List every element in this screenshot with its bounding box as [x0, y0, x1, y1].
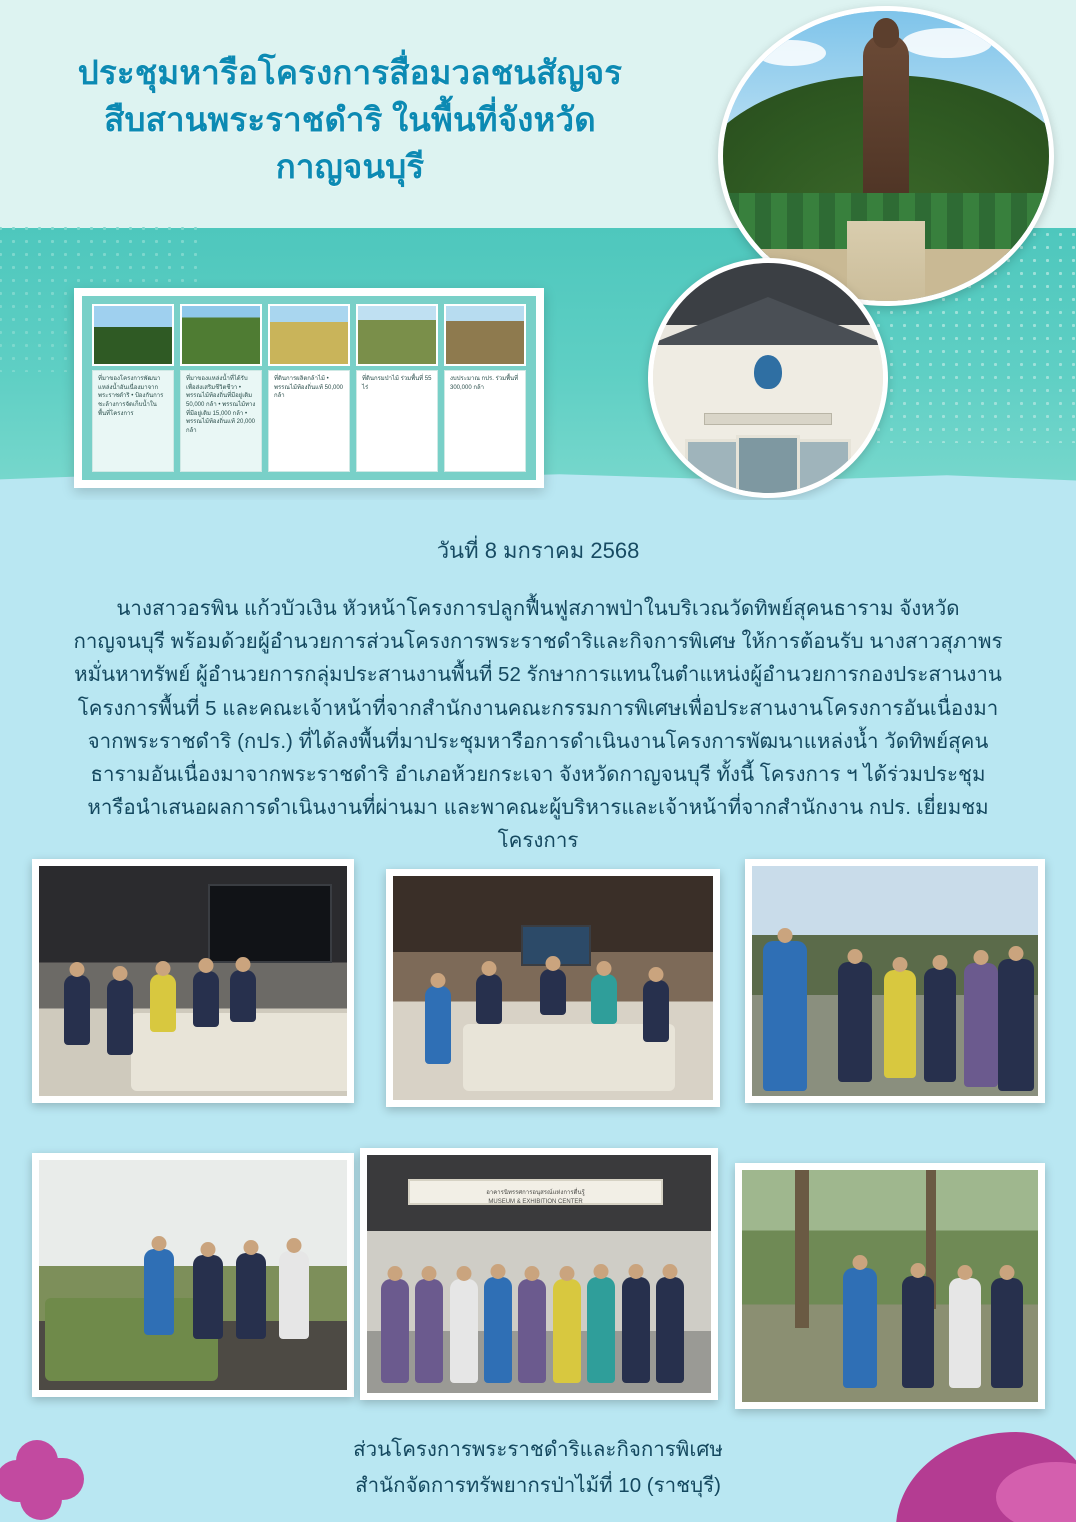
- photo-field-visit-1: [745, 859, 1045, 1103]
- person: [763, 941, 807, 1091]
- person: [107, 979, 133, 1055]
- building-sign-th: อาคารนิทรรศการอนุสรณ์แห่งการตื่นรู้: [486, 1189, 585, 1196]
- title-line-1: ประชุมหารือโครงการสื่อมวลชนสัญจร: [77, 54, 623, 91]
- person: [622, 1277, 650, 1383]
- board-card-text: ที่มาของโครงการพัฒนาแหล่งน้ำอันเนื่องมาจากพระราชดำริ • ป้องกันการชะล้างการจัดเก็บน้ำในพื้นที่โครงการ: [92, 370, 174, 472]
- person: [484, 1277, 512, 1383]
- board-photo: [444, 304, 526, 366]
- person: [415, 1279, 443, 1383]
- statue-figure: [863, 34, 909, 204]
- person: [991, 1278, 1023, 1388]
- photo-group-museum: [360, 1148, 718, 1400]
- person: [230, 970, 256, 1022]
- person: [884, 970, 916, 1078]
- person: [193, 971, 219, 1027]
- person: [518, 1279, 546, 1383]
- person: [236, 1253, 266, 1339]
- presentation-board: [74, 288, 544, 488]
- photo-meeting-room-2: [386, 869, 720, 1107]
- museum-building-photo: [648, 258, 888, 498]
- person: [540, 969, 566, 1015]
- board-photo: [356, 304, 438, 366]
- title-line-3: กาญจนบุรี: [275, 147, 425, 185]
- person: [838, 962, 872, 1082]
- board-column: [268, 304, 350, 472]
- flower-decoration: [0, 1430, 114, 1522]
- board-photo: [180, 304, 262, 366]
- photo-forest-site: [735, 1163, 1045, 1409]
- person: [193, 1255, 223, 1339]
- board-card-text: งบประมาณ กปร. ร่วมพื้นที่ 300,000 กล้า: [444, 370, 526, 472]
- person: [643, 980, 669, 1042]
- person: [964, 963, 998, 1087]
- person: [656, 1277, 684, 1383]
- person: [425, 986, 451, 1064]
- petal: [0, 1460, 38, 1502]
- person: [553, 1279, 581, 1383]
- board-photo: [268, 304, 350, 366]
- board-column: [356, 304, 438, 472]
- building-sign: [704, 413, 833, 425]
- person: [279, 1251, 309, 1339]
- page-title: [0, 50, 700, 191]
- tree-trunk: [795, 1170, 809, 1328]
- board-card-text: ที่ดินกรมป่าไม้ ร่วมพื้นที่ 55 ไร่: [356, 370, 438, 472]
- person: [150, 974, 176, 1032]
- person: [949, 1278, 981, 1388]
- photo-meeting-room-1: [32, 859, 354, 1103]
- board-photo: [92, 304, 174, 366]
- person: [924, 968, 956, 1082]
- board-column: [444, 304, 526, 472]
- person: [450, 1279, 478, 1383]
- building-sign-en: MUSEUM & EXHIBITION CENTER: [488, 1199, 583, 1205]
- person: [998, 959, 1034, 1091]
- person: [144, 1249, 174, 1335]
- board-inner: [82, 296, 536, 480]
- building-sign-en-wrap: [456, 1195, 614, 1209]
- body-paragraph: นางสาวอรพิน แก้วบัวเงิน หัวหน้าโครงการปลูกฟื้นฟูสภาพป่าในบริเวณวัดทิพย์สุคนธาราม จังหวัดกาญจนบุรี พร้อมด้วยผู้อำนวยการส่วนโครงการพระราชดำริและกิจการพิเศษ ให้การต้อนรับ นางสาวสุภาพร หมั่นหาทรัพย์ ผู้อำนวยการกลุ่มประสานงานพื้นที่ 52 รักษาการแทนในตำแหน่งผู้อำนวยการกองประสานงานโครงการพื้นที่ 5 และคณะเจ้าหน้าที่จากสำนักงานคณะกรรมการพิเศษเพื่อประสานงานโครงการอันเนื่องมาจากพระราชดำริ (กปร.) ที่ได้ลงพื้นที่มาประชุมหารือการดำเนินงานโครงการพัฒนาแหล่งน้ำ วัดทิพย์สุคนธารามอันเนื่องมาจากพระราชดำริ อำเภอห้วยกระเจา จังหวัดกาญจนบุรี ทั้งนี้ โครงการ ฯ ได้ร่วมประชุมหารือนำเสนอผลการดำเนินงานที่ผ่านมา และพาคณะผู้บริหารและเจ้าหน้าที่จากสำนักงาน กปร. เยี่ยมชมโครงการ: [73, 597, 1003, 853]
- footer-line-1: ส่วนโครงการพระราชดำริและกิจการพิเศษ: [353, 1438, 723, 1461]
- emblem-icon: [754, 355, 782, 389]
- terrain-model: [45, 1298, 217, 1381]
- board-card-text: ที่มาของแหล่งน้ำที่ได้รับเพื่อส่งเสริมชีวิตชีวา • พรรณไม้ท้องถิ่นที่มีอยู่เดิม 50,000 กล้า • พรรณไม้ทางที่มีอยู่เดิม 15,000 กล้า • พรรณไม้ท้องถิ่นแท้ 20,000 กล้า: [180, 370, 262, 472]
- tv-screen: [208, 884, 331, 962]
- event-date: วันที่ 8 มกราคม 2568: [436, 538, 640, 563]
- footer-line-2: สำนักจัดการทรัพยากรป่าไม้ที่ 10 (ราชบุรี): [355, 1473, 721, 1497]
- title-line-2: สืบสานพระราชดำริ ในพื้นที่จังหวัด: [104, 100, 596, 138]
- person: [64, 975, 90, 1045]
- person: [902, 1276, 934, 1388]
- poster-header: [0, 0, 1076, 500]
- board-card-text: ที่ดินการผลิตกล้าไม้ • พรรณไม้ท้องถิ่นแท้ 50,000 กล้า: [268, 370, 350, 472]
- building-gable: [648, 297, 888, 345]
- person: [476, 974, 502, 1024]
- photo-gallery: [0, 855, 1076, 1415]
- person: [591, 974, 617, 1024]
- cloud-icon: [756, 40, 826, 66]
- person: [587, 1277, 615, 1383]
- board-column: [180, 304, 262, 472]
- photo-model-exhibit: [32, 1153, 354, 1397]
- board-column: [92, 304, 174, 472]
- entrance-door: [736, 435, 800, 498]
- person: [381, 1279, 409, 1383]
- person: [843, 1268, 877, 1388]
